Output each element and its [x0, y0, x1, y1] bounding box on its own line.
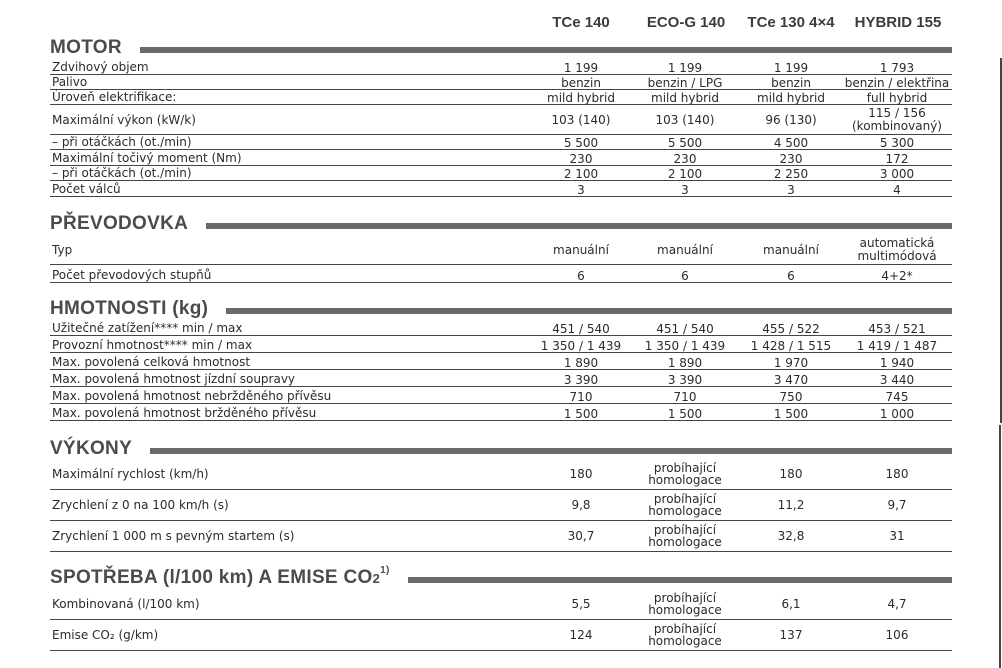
row-label: Maximální točivý moment (Nm): [52, 151, 242, 165]
cell-tce130: 3: [787, 183, 795, 197]
cell-tce140: 1 890: [563, 356, 599, 370]
cell-tce140: 9,8: [571, 498, 591, 512]
row-label: Užitečné zatížení**** min / max: [52, 321, 243, 335]
cell-tce140: 230: [569, 152, 593, 166]
spec-row-gearbox-type: [50, 236, 952, 265]
spec-row-top-speed: [50, 459, 952, 490]
page-edge-line: [999, 425, 1001, 668]
cell-tce140: 1 199: [563, 61, 599, 75]
row-label: Provozní hmotnost**** min / max: [52, 338, 253, 352]
cell-tce130: 4 500: [773, 136, 809, 150]
cell-tce140: 1 500: [563, 407, 599, 421]
row-label: Počet převodových stupňů: [52, 268, 212, 282]
row-label: Kombinovaná (l/100 km): [52, 597, 200, 611]
row-label: – při otáčkách (ot./min): [52, 166, 192, 180]
cell-ecog140: 103 (140): [655, 112, 715, 127]
section-divider-bar: [150, 448, 952, 454]
spec-row-co2-emissions: [50, 620, 952, 651]
cell-hybrid155: 4+2*: [881, 269, 913, 283]
cell-ecog140: probíhající homologace: [648, 523, 722, 549]
cell-hybrid155: 5 300: [879, 136, 915, 150]
row-label: Max. povolená hmotnost jízdní soupravy: [52, 372, 296, 386]
cell-tce130: 455 / 522: [762, 322, 820, 336]
section-motor-header: [50, 37, 952, 59]
cell-tce140: mild hybrid: [547, 91, 615, 105]
section-consumption-title-text: SPOTŘEBA (l/100 km) A EMISE CO: [50, 567, 373, 588]
spec-row-acceleration-1000m: [50, 521, 952, 552]
section-divider-bar: [226, 308, 952, 314]
spec-row-torque-rpm: [50, 166, 952, 181]
cell-ecog140: manuální: [657, 243, 713, 257]
cell-ecog140: 230: [673, 152, 697, 166]
cell-ecog140: 1 350 / 1 439: [644, 339, 726, 353]
column-header-hybrid155: HYBRID 155: [854, 14, 942, 31]
cell-tce140: benzin: [561, 76, 601, 90]
section-performance-title: VÝKONY: [50, 438, 133, 459]
cell-tce130: 750: [779, 390, 803, 404]
cell-tce130: 11,2: [777, 498, 805, 512]
cell-tce130: 3 470: [773, 373, 809, 387]
spec-row-electrification: [50, 90, 952, 105]
cell-tce130: 1 199: [773, 61, 809, 75]
cell-hybrid155: 1 000: [879, 407, 915, 421]
row-label: Zrychlení 1 000 m s pevným startem (s): [52, 529, 295, 543]
cell-hybrid155: 172: [885, 152, 909, 166]
column-header-tce130: TCe 130 4×4: [747, 14, 835, 31]
cell-tce130: 1 428 / 1 515: [750, 339, 832, 353]
row-label: Zdvihový objem: [52, 60, 149, 74]
cell-hybrid155: 745: [885, 390, 909, 404]
spec-row-gross-weight: [50, 353, 952, 370]
cell-hybrid155: 180: [885, 467, 909, 481]
cell-tce130: 180: [779, 467, 803, 481]
spec-row-acceleration-100: [50, 490, 952, 521]
cell-hybrid155: 115 / 156 (kombinovaný): [852, 105, 942, 133]
spec-row-gear-count: [50, 265, 952, 283]
section-gearbox-title: PŘEVODOVKA: [50, 213, 189, 234]
cell-tce140: manuální: [553, 243, 609, 257]
section-consumption-header: [50, 567, 952, 589]
row-label: Max. povolená hmotnost bržděného přívěsu: [52, 406, 317, 420]
cell-tce140: 30,7: [567, 529, 595, 543]
cell-hybrid155: 1 793: [879, 61, 915, 75]
row-label: Počet válců: [52, 182, 121, 196]
column-header-ecog140: ECO-G 140: [646, 14, 726, 31]
row-label: Maximální rychlost (km/h): [52, 467, 209, 481]
section-performance-header: [50, 438, 952, 460]
cell-hybrid155: 1 419 / 1 487: [856, 339, 938, 353]
spec-row-cylinders: [50, 181, 952, 197]
spec-row-displacement: [50, 60, 952, 75]
cell-hybrid155: 9,7: [887, 498, 907, 512]
cell-tce140: 3: [577, 183, 585, 197]
section-consumption-title-sub: 2: [372, 571, 381, 586]
cell-tce140: 3 390: [563, 373, 599, 387]
spec-row-operating-weight: [50, 336, 952, 353]
section-divider-bar: [206, 223, 952, 229]
cell-tce130: 137: [779, 628, 803, 642]
row-label: Emise CO₂ (g/km): [52, 628, 159, 642]
cell-tce130: benzin: [771, 76, 811, 90]
cell-tce140: 180: [569, 467, 593, 481]
row-label: Úroveň elektrifikace:: [52, 90, 177, 104]
cell-tce130: manuální: [763, 243, 819, 257]
cell-tce140: 451 / 540: [552, 322, 610, 336]
cell-tce130: 1 970: [773, 356, 809, 370]
cell-hybrid155: full hybrid: [866, 91, 928, 105]
cell-tce130: 2 250: [773, 167, 809, 181]
cell-ecog140: 1 500: [667, 407, 703, 421]
cell-hybrid155: benzin / elektřina: [844, 76, 950, 90]
spec-row-max-power: [50, 105, 952, 135]
section-motor-title: MOTOR: [50, 37, 122, 58]
cell-hybrid155: 3 440: [879, 373, 915, 387]
cell-ecog140: 710: [673, 390, 697, 404]
spec-row-braked-trailer: [50, 404, 952, 421]
row-label: Max. povolená celková hmotnost: [52, 355, 251, 369]
row-label: Max. povolená hmotnost nebržděného přívěsu: [52, 389, 332, 403]
spec-row-combined-consumption: [50, 589, 952, 620]
cell-tce130: 6,1: [781, 597, 801, 611]
cell-ecog140: mild hybrid: [651, 91, 719, 105]
cell-ecog140: probíhající homologace: [648, 461, 722, 487]
section-weights-header: [50, 298, 952, 320]
cell-tce140: 710: [569, 390, 593, 404]
column-header-tce140: TCe 140: [552, 14, 610, 31]
cell-tce140: 6: [577, 269, 585, 283]
cell-tce130: 96 (130): [765, 112, 817, 127]
cell-hybrid155: 106: [885, 628, 909, 642]
cell-hybrid155: 3 000: [879, 167, 915, 181]
cell-tce130: 6: [787, 269, 795, 283]
cell-tce140: 5,5: [571, 597, 591, 611]
footnote-marker: 1): [380, 565, 390, 576]
section-divider-bar: [140, 47, 952, 53]
cell-tce140: 2 100: [563, 167, 599, 181]
cell-ecog140: probíhající homologace: [648, 492, 722, 518]
cell-tce130: 230: [779, 152, 803, 166]
cell-ecog140: 6: [681, 269, 689, 283]
spec-row-train-weight: [50, 370, 952, 387]
cell-tce140: 124: [569, 628, 593, 642]
cell-tce130: 32,8: [777, 529, 805, 543]
spec-row-unbraked-trailer: [50, 387, 952, 404]
cell-ecog140: probíhající homologace: [648, 622, 722, 648]
section-divider-bar: [408, 577, 952, 583]
cell-tce140: 103 (140): [551, 112, 611, 127]
cell-hybrid155: 453 / 521: [868, 322, 926, 336]
cell-hybrid155: 4: [893, 183, 901, 197]
spec-row-power-rpm: [50, 135, 952, 150]
cell-hybrid155: 1 940: [879, 356, 915, 370]
row-label: Maximální výkon (kW/k): [52, 112, 196, 127]
cell-ecog140: 2 100: [667, 167, 703, 181]
cell-tce140: 1 350 / 1 439: [540, 339, 622, 353]
row-label: – při otáčkách (ot./min): [52, 135, 192, 149]
cell-hybrid155: 4,7: [887, 597, 907, 611]
row-label: Typ: [52, 243, 73, 257]
section-consumption-title: [50, 567, 390, 589]
spec-row-payload: [50, 319, 952, 336]
cell-ecog140: 3: [681, 183, 689, 197]
section-gearbox-header: [50, 213, 952, 235]
spec-row-fuel: [50, 75, 952, 90]
cell-ecog140: 3 390: [667, 373, 703, 387]
cell-ecog140: 451 / 540: [656, 322, 714, 336]
cell-ecog140: 1 890: [667, 356, 703, 370]
cell-tce140: 5 500: [563, 136, 599, 150]
row-label: Zrychlení z 0 na 100 km/h (s): [52, 498, 229, 512]
cell-hybrid155: automatická multimódová: [857, 236, 937, 263]
cell-tce130: 1 500: [773, 407, 809, 421]
spec-row-max-torque: [50, 150, 952, 166]
row-label: Palivo: [52, 75, 88, 89]
cell-ecog140: probíhající homologace: [648, 591, 722, 617]
cell-tce130: mild hybrid: [757, 91, 825, 105]
cell-ecog140: 1 199: [667, 61, 703, 75]
cell-ecog140: 5 500: [667, 136, 703, 150]
cell-ecog140: benzin / LPG: [647, 76, 723, 90]
cell-hybrid155: 31: [889, 529, 905, 543]
section-weights-title: HMOTNOSTI (kg): [50, 298, 209, 319]
